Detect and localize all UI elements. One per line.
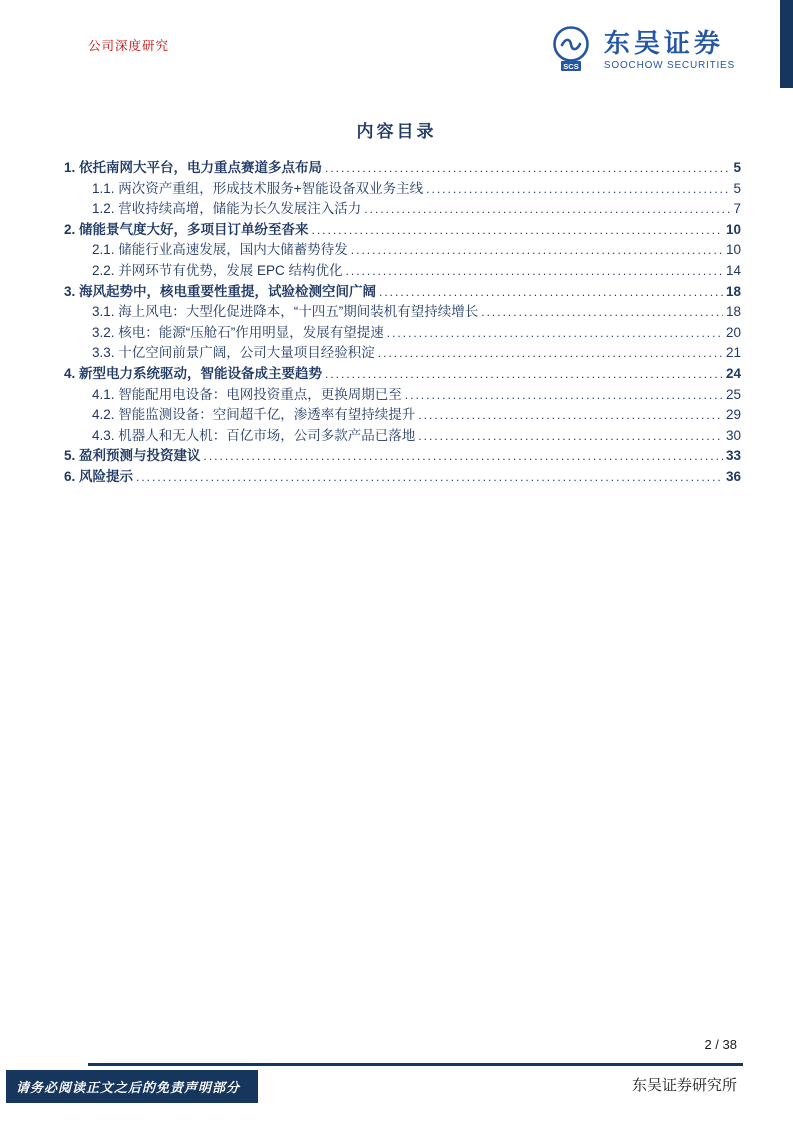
toc-entry-page: 18	[725, 283, 741, 299]
toc-entry-label: 4. 新型电力系统驱动，智能设备成主要趋势	[64, 365, 323, 381]
top-right-accent-bar	[780, 0, 793, 88]
company-logo	[547, 24, 735, 77]
toc-entry[interactable]	[64, 199, 741, 220]
toc-entry-page: 30	[725, 427, 741, 443]
toc-entry-page: 7	[733, 201, 741, 217]
toc-entry-label: 3.1. 海上风电：大型化促进降本，“十四五”期间装机有望持续增长	[92, 304, 479, 320]
research-institute-label: 东吴证券研究所	[631, 1077, 737, 1094]
toc-title: 内容目录	[356, 122, 437, 141]
toc-entry-label: 1.1. 两次资产重组，形成技术服务+智能设备双业务主线	[92, 180, 424, 196]
toc-leader-dots	[379, 282, 723, 303]
toc-entry-label: 4.3. 机器人和无人机：百亿市场，公司多款产品已落地	[92, 427, 416, 443]
toc-entry[interactable]	[64, 282, 741, 303]
toc-leader-dots	[351, 240, 723, 261]
toc-entry-page: 25	[725, 386, 741, 402]
toc-entry-page: 29	[725, 407, 741, 423]
toc-leader-dots	[312, 220, 723, 241]
toc-entry-label: 6. 风险提示	[64, 468, 134, 484]
toc-entry[interactable]	[64, 220, 741, 241]
toc-leader-dots	[364, 199, 730, 220]
toc-entry-page: 5	[733, 160, 741, 175]
toc-entry-label: 1.2. 营收持续高增，储能为长久发展注入活力	[92, 201, 362, 217]
page-header	[0, 0, 793, 77]
toc-entry-label: 3.2. 核电：能源“压舱石”作用明显，发展有望提速	[92, 324, 384, 340]
toc-entry[interactable]	[64, 343, 741, 364]
toc-leader-dots	[405, 385, 723, 406]
toc-entry-page: 36	[725, 468, 741, 484]
report-type-label: 公司深度研究	[88, 39, 170, 53]
toc-leader-dots	[481, 302, 723, 323]
toc-entry[interactable]	[64, 385, 741, 406]
toc-entry[interactable]	[64, 446, 741, 467]
toc-entry-label: 5. 盈利预测与投资建议	[64, 448, 201, 464]
brand-name-cn: 东吴证券	[603, 27, 724, 58]
toc-entry-page: 14	[725, 262, 741, 278]
toc-entry-label: 1. 依托南网大平台，电力重点赛道多点布局	[64, 160, 323, 175]
toc-entry[interactable]	[64, 323, 741, 344]
toc-leader-dots	[426, 179, 730, 200]
table-of-contents	[0, 158, 793, 488]
logo-badge-text: SCS	[563, 62, 579, 71]
toc-leader-dots	[136, 467, 723, 488]
brand-name-en: SOOCHOW SECURITIES	[603, 60, 735, 72]
toc-entry[interactable]	[64, 158, 741, 179]
toc-entry[interactable]	[64, 364, 741, 385]
toc-entry[interactable]	[64, 302, 741, 323]
toc-entry-page: 20	[725, 324, 741, 340]
toc-entry[interactable]	[64, 405, 741, 426]
toc-entry-label: 4.2. 智能监测设备：空间超千亿，渗透率有望持续提升	[92, 407, 416, 423]
soochow-emblem-icon	[547, 24, 595, 77]
toc-entry-page: 33	[725, 448, 741, 464]
toc-entry[interactable]	[64, 179, 741, 200]
toc-entry-label: 2. 储能景气度大好，多项目订单纷至沓来	[64, 221, 309, 237]
toc-entry-page: 18	[725, 304, 741, 320]
toc-leader-dots	[418, 405, 723, 426]
toc-entry-label: 4.1. 智能配用电设备：电网投资重点，更换周期已至	[92, 386, 402, 402]
toc-entry-label: 2.1. 储能行业高速发展，国内大储蓄势待发	[92, 242, 348, 258]
toc-leader-dots	[325, 158, 730, 179]
toc-leader-dots	[378, 343, 723, 364]
toc-entry-label: 3. 海风起势中，核电重要性重提，试验检测空间广阔	[64, 283, 377, 299]
toc-entry-page: 5	[733, 180, 741, 196]
toc-entry-label: 3.3. 十亿空间前景广阔，公司大量项目经验积淀	[92, 345, 375, 361]
toc-entry-page: 10	[725, 242, 741, 258]
toc-leader-dots	[387, 323, 723, 344]
toc-entry-page: 24	[725, 365, 741, 381]
toc-leader-dots	[346, 261, 723, 282]
toc-entry-page: 21	[725, 345, 741, 361]
disclaimer-banner: 请务必阅读正文之后的免责声明部分	[6, 1070, 258, 1103]
toc-entry[interactable]	[64, 426, 741, 447]
toc-entry-label: 2.2. 并网环节有优势，发展 EPC 结构优化	[92, 262, 343, 278]
toc-entry[interactable]	[64, 467, 741, 488]
toc-leader-dots	[204, 446, 723, 467]
page-number: 2 / 38	[704, 1037, 737, 1052]
logo-text	[603, 27, 735, 72]
toc-entry-page: 10	[725, 221, 741, 237]
toc-leader-dots	[418, 426, 723, 447]
footer-divider	[88, 1063, 743, 1066]
toc-entry[interactable]	[64, 261, 741, 282]
toc-entry[interactable]	[64, 240, 741, 261]
toc-leader-dots	[325, 364, 723, 385]
